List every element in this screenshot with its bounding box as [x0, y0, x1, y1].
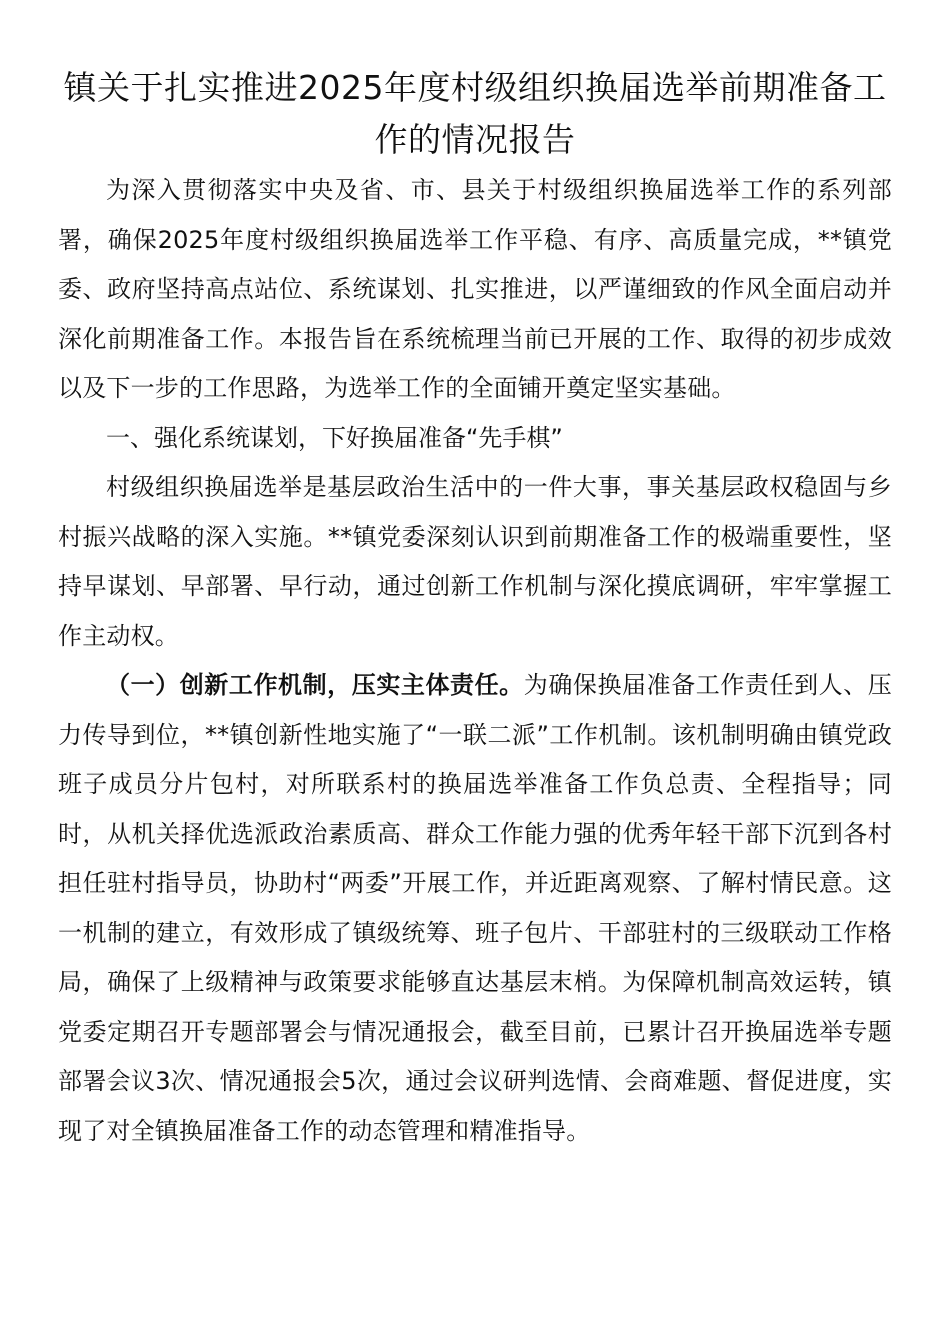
- document-title: 镇关于扎实推进2025年度村级组织换届选举前期准备工作的情况报告: [63, 68, 887, 159]
- subsection-1-lead: （一）创新工作机制，压实主体责任。: [106, 671, 524, 699]
- intro-paragraph: 为深入贯彻落实中央及省、市、县关于村级组织换届选举工作的系列部署，确保2025年度村级组织换届选举工作平稳、有序、高质量完成，**镇党委、政府坚持高点站位、系统谋划、扎实推进，以严谨细致的作风全面启动并深化前期准备工作。本报告旨在系统梳理当前已开展的工作、取得的初步成效以及下一步的工作思路，为选举工作的全面铺开奠定坚实基础。: [58, 176, 892, 402]
- section-1-heading: 一、强化系统谋划，下好换届准备“先手棋”: [106, 423, 563, 452]
- section-1-paragraph: 村级组织换届选举是基层政治生活中的一件大事，事关基层政权稳固与乡村振兴战略的深入实施。**镇党委深刻认识到前期准备工作的极端重要性，坚持早谋划、早部署、早行动，通过创新工作机制与深化摸底调研，牢牢掌握工作主动权。: [58, 473, 892, 650]
- subsection-1-paragraph: [58, 661, 892, 1156]
- subsection-1-body: 为确保换届准备工作责任到人、压力传导到位，**镇创新性地实施了“一联二派”工作机制。该机制明确由镇党政班子成员分片包村，对所联系村的换届选举准备工作负总责、全程指导；同时，从机关择优选派政治素质高、群众工作能力强的优秀年轻干部下沉到各村担任驻村指导员，协助村“两委”开展工作，并近距离观察、了解村情民意。这一机制的建立，有效形成了镇级统筹、班子包片、干部驻村的三级联动工作格局，确保了上级精神与政策要求能够直达基层末梢。为保障机制高效运转，镇党委定期召开专题部署会与情况通报会，截至目前，已累计召开换届选举专题部署会议3次、情况通报会5次，通过会议研判选情、会商难题、督促进度，实现了对全镇换届准备工作的动态管理和精准指导。: [58, 671, 893, 1145]
